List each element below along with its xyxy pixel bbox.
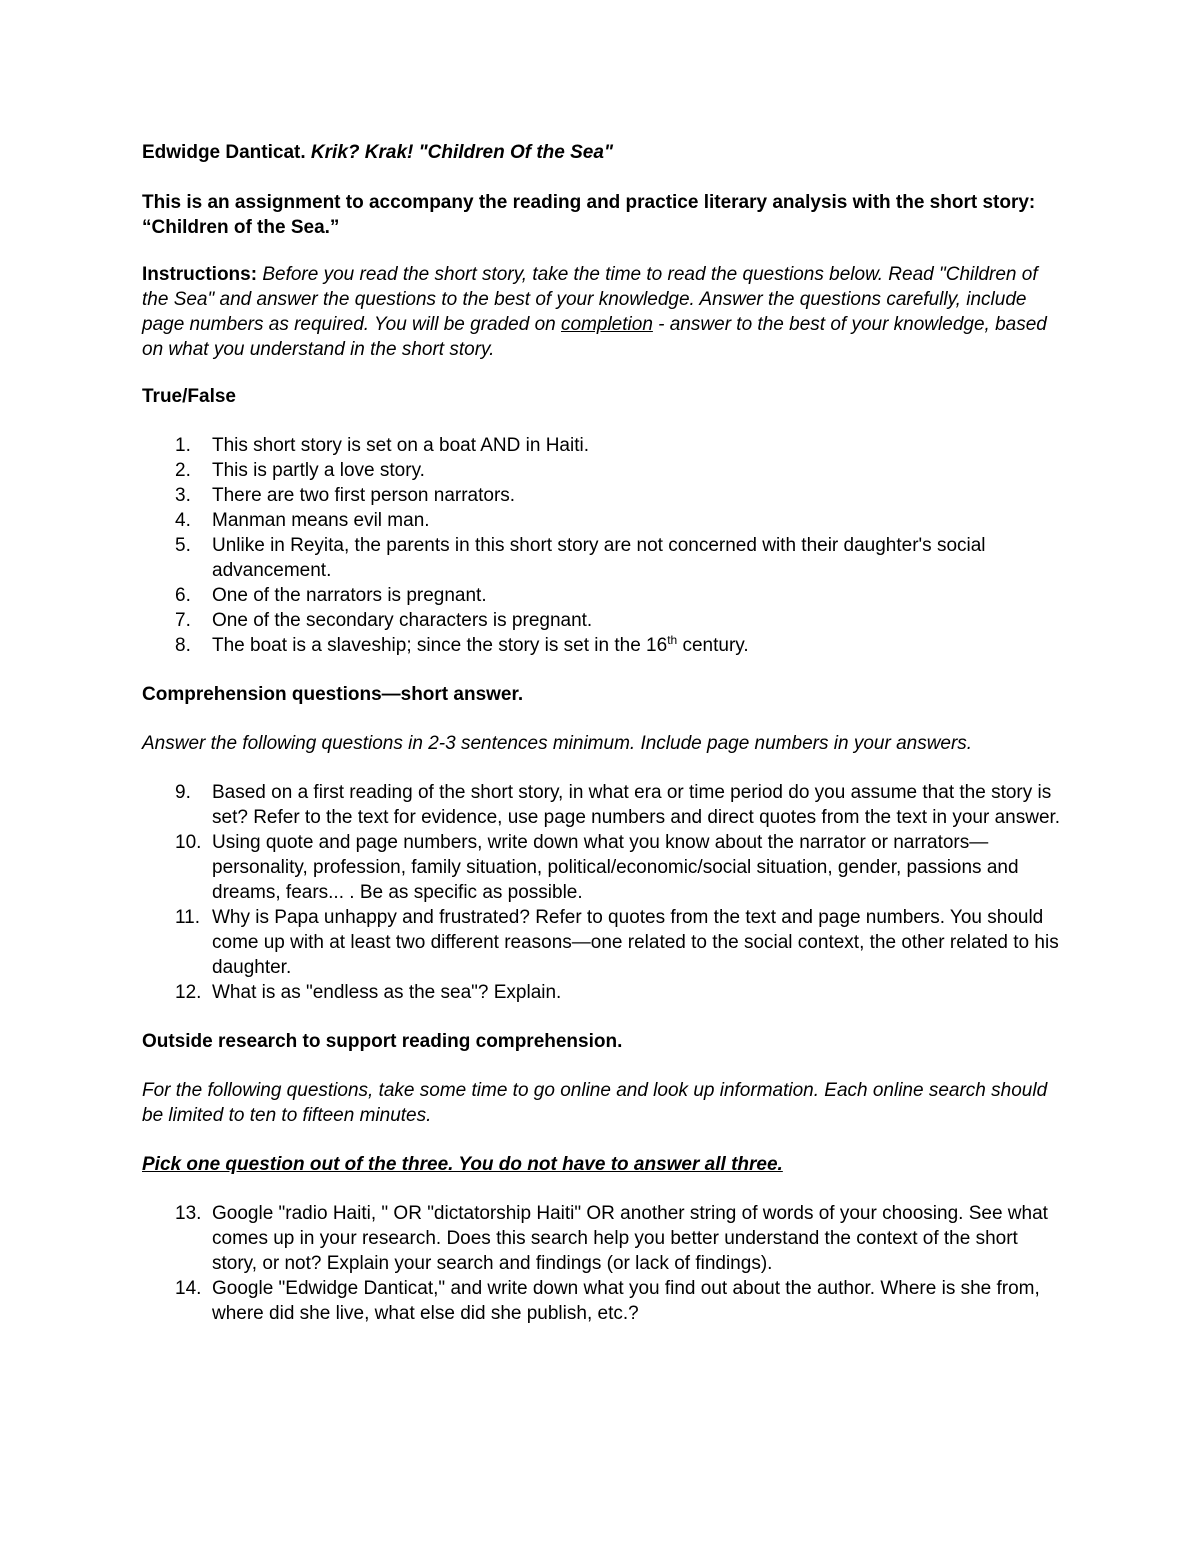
list-item: [142, 980, 1062, 1005]
document-page: [142, 140, 1062, 1350]
instructions-underlined: completion: [561, 314, 653, 335]
item-text: The boat is a slaveship; since the story is set in the 16: [212, 635, 668, 656]
item-text: One of the secondary characters is pregnant.: [212, 610, 593, 631]
item-text: One of the narrators is pregnant.: [212, 585, 487, 606]
list-item: [142, 830, 1062, 905]
instructions-paragraph: [142, 262, 1062, 362]
list-item: [142, 458, 1062, 483]
research-list: [142, 1201, 1062, 1326]
superscript: th: [667, 633, 678, 647]
instructions-text: Before you read the short story, take the time to read the questions below. Read "Children of the Sea" and answer the questions to the best of your knowledge. Answer the questions carefully, include page numbers as required. You will be graded on: [142, 264, 1038, 335]
item-number: 5.: [175, 535, 191, 556]
comprehension-heading: Comprehension questions—short answer.: [142, 684, 524, 705]
list-item: [142, 1276, 1062, 1326]
item-number: 2.: [175, 460, 191, 481]
list-item: [142, 433, 1062, 458]
item-text: This short story is set on a boat AND in Haiti.: [212, 435, 589, 456]
instructions-label: Instructions:: [142, 264, 258, 285]
item-text: There are two first person narrators.: [212, 485, 516, 506]
title-author: Edwidge Danticat.: [142, 142, 306, 163]
item-text: This is partly a love story.: [212, 460, 425, 481]
true-false-list: [142, 433, 1062, 658]
list-item: [142, 508, 1062, 533]
item-number: 13.: [175, 1203, 202, 1224]
item-number: 11.: [175, 907, 201, 928]
title-book: Krik? Krak!: [310, 142, 414, 163]
list-item: [142, 633, 1062, 658]
comprehension-note: Answer the following questions in 2-3 sentences minimum. Include page numbers in your answers.: [142, 733, 973, 754]
instructions-text-end: - answer to the best of your knowledge, based on what you understand in the short story.: [142, 314, 1047, 360]
true-false-heading: True/False: [142, 386, 236, 407]
list-item: [142, 608, 1062, 633]
item-text-end: century.: [677, 635, 749, 656]
list-item: [142, 583, 1062, 608]
title-story: "Children Of the Sea": [418, 142, 613, 163]
research-heading: Outside research to support reading comprehension.: [142, 1031, 623, 1052]
item-number: 3.: [175, 485, 191, 506]
item-number: 14.: [175, 1278, 202, 1299]
comprehension-list: [142, 780, 1062, 1005]
pick-one-instruction: Pick one question out of the three. You do not have to answer all three.: [142, 1154, 783, 1175]
item-number: 6.: [175, 585, 191, 606]
item-text: Using quote and page numbers, write down what you know about the narrator or narrators—personality, profession, family situation, political/economic/social situation, gender, passions and dreams, fears... . Be as specific as possible.: [212, 832, 1019, 903]
item-text: Manman means evil man.: [212, 510, 430, 531]
list-item: [142, 905, 1062, 980]
list-item: [142, 780, 1062, 830]
item-number: 7.: [175, 610, 191, 631]
item-number: 8.: [175, 635, 191, 656]
item-number: 4.: [175, 510, 191, 531]
list-item: [142, 533, 1062, 583]
document-title: [142, 140, 1062, 165]
item-number: 10.: [175, 832, 202, 853]
item-number: 9.: [175, 782, 191, 803]
list-item: [142, 483, 1062, 508]
item-text: What is as "endless as the sea"? Explain.: [212, 982, 562, 1003]
assignment-intro: This is an assignment to accompany the reading and practice literary analysis with the short story: “Children of the Sea.”: [142, 192, 1036, 238]
item-text: Based on a first reading of the short story, in what era or time period do you assume that the story is set? Refer to the text for evidence, use page numbers and direct quotes from the text in your answer.: [212, 782, 1061, 828]
research-note: For the following questions, take some time to go online and look up information. Each online search should be limited to ten to fifteen minutes.: [142, 1080, 1048, 1126]
item-number: 1.: [175, 435, 191, 456]
item-number: 12.: [175, 982, 202, 1003]
item-text: Google "Edwidge Danticat," and write down what you find out about the author. Where is she from, where did she live, what else did she publish, etc.?: [212, 1278, 1040, 1324]
item-text: Why is Papa unhappy and frustrated? Refer to quotes from the text and page numbers. You should come up with at least two different reasons—one related to the social context, the other related to his daughter.: [212, 907, 1059, 978]
item-text: Google "radio Haiti, " OR "dictatorship Haiti" OR another string of words of your choosing. See what comes up in your research. Does this search help you better understand the context of the short story, or not? Explain your search and findings (or lack of findings).: [212, 1203, 1048, 1274]
list-item: [142, 1201, 1062, 1276]
item-text: Unlike in Reyita, the parents in this short story are not concerned with their daughter's social advancement.: [212, 535, 986, 581]
